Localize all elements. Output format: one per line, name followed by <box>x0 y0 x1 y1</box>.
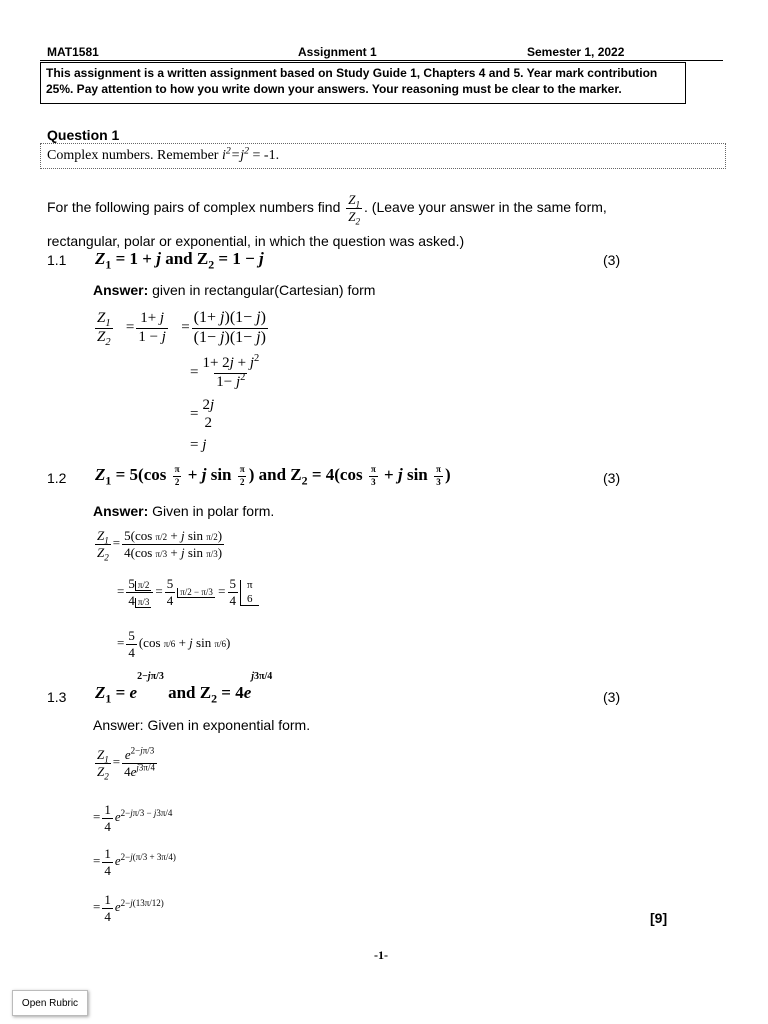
derivation-1-3-line-1: $\frac{Z_1}{Z_2}$ = $\frac{e^{2-j\pi/3}}{4e^{j3\pi/4}}$ <box>97 745 155 782</box>
question-total: [9] <box>650 910 668 926</box>
derivation-1-1-line-1: $\frac{Z_1}{Z_2}$ = $\frac{1+ j}{1 - j}$ = $\frac{(1+ j)(1- j)}{(1- j)(1- j)}$ <box>97 309 266 348</box>
part-marks: (3) <box>603 470 621 486</box>
course-code: MAT1581 <box>47 45 99 59</box>
derivation-1-1-line-3: = 2j 2 <box>190 397 215 431</box>
derivation-1-2-line-2: = $\frac{5 \pi/2}{4 \pi/3}$ = $\frac{5}{4}$ π/2 − π/3 = $\frac{5}{4}$ π 6 <box>117 577 259 608</box>
answer-text: Given in polar form. <box>148 503 275 519</box>
question-subtitle <box>40 143 726 169</box>
part-1-3-expression: $Z_1 = e^{2-j\pi/3}$ and $Z_2 = 4e^{j3\pi/4}$ <box>95 671 273 706</box>
part-1-1-expression: $Z_1 = 1 + j$ and $Z_2 = 1 - j$ <box>95 249 264 272</box>
i-squared-equals-j-squared: $i^2=j^2$ <box>221 145 250 163</box>
subtitle-post: = -1. <box>249 148 280 163</box>
part-number: 1.3 <box>47 689 67 705</box>
subtitle-pre: Complex numbers. Remember <box>47 148 222 163</box>
semester-label: Semester 1, 2022 <box>527 45 625 59</box>
z1-over-z2-fraction: $\frac{Z_1}{Z_2}$ <box>348 192 361 227</box>
notice-box: This assignment is a written assignment based on Study Guide 1, Chapters 4 and 5. Year mark contribution 25%. Pay attention to how you write down your answers. Your reasoning must be clear to the marker. <box>40 62 686 104</box>
answer-label: Answer: <box>93 282 149 298</box>
answer-label: Answer: <box>93 503 149 519</box>
part-marks: (3) <box>603 689 621 705</box>
derivation-1-1-line-2: = $\frac{1+ 2j + j^2}{1- j^2}$ <box>190 353 260 390</box>
intro-line-2: rectangular, polar or exponential, in which the question was asked.) <box>47 233 465 249</box>
part-1-2-expression: $Z_1 = 5(\cos$ $\frac{\pi}{2}$ + j sin $\frac{\pi}{2}$ ) and $Z_2 = 4(\cos$ $\frac{\pi}{3}$ + j sin $\frac{\pi}{3}$ ) <box>95 464 451 488</box>
answer-line <box>93 282 375 298</box>
header-rule <box>40 60 723 61</box>
answer-text: given in rectangular(Cartesian) form <box>148 282 376 298</box>
derivation-1-2-line-3: = $\frac{5}{4}$ (cos π/6 + j sin π/6) <box>117 628 231 660</box>
derivation-1-1-line-4: = j <box>190 437 207 453</box>
answer-line: Answer: Given in exponential form. <box>93 717 311 733</box>
derivation-1-3-line-4: = $\frac{1}{4}$ $e^{2-j(13\pi/12)}$ <box>93 892 164 924</box>
derivation-1-3-line-2: = $\frac{1}{4}$ $e^{2-j\pi/3 - j3\pi/4}$ <box>93 802 173 834</box>
question-title: Question 1 <box>47 127 120 143</box>
part-marks: (3) <box>603 252 621 268</box>
answer-line <box>93 503 274 519</box>
page-number: -1- <box>374 948 388 962</box>
part-number: 1.2 <box>47 470 67 486</box>
part-number: 1.1 <box>47 252 67 268</box>
intro-pre: For the following pairs of complex numbers find <box>47 198 341 215</box>
assignment-title: Assignment 1 <box>298 45 377 59</box>
derivation-1-2-line-1: $\frac{Z_1}{Z_2}$ = $\frac{\text{5(cos π/2 + j sin π/2)}}{\text{4(cos π/3 + j sin π/3)}}$ <box>97 528 223 563</box>
intro-post: . (Leave your answer in the same form, <box>364 198 607 215</box>
open-rubric-button[interactable]: Open Rubric <box>12 990 88 1016</box>
intro-line-1 <box>47 192 607 227</box>
derivation-1-3-line-3: = $\frac{1}{4}$ $e^{2-j(\pi/3 + 3\pi/4)}$ <box>93 846 176 878</box>
